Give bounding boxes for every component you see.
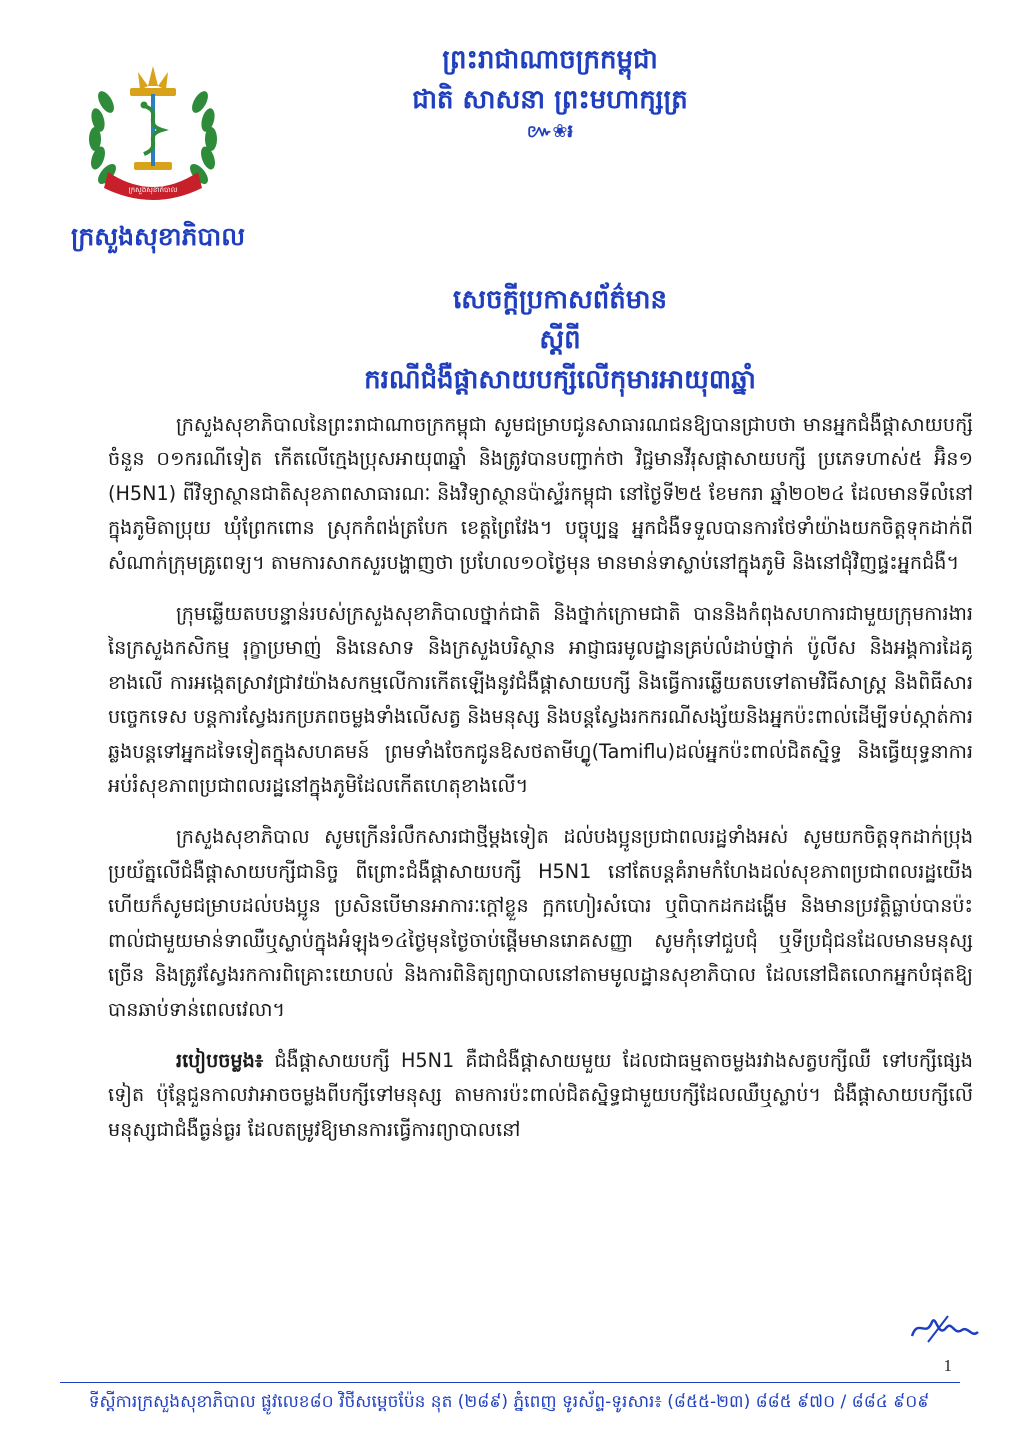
paragraph-4-text: ជំងឺផ្តាសាយបក្សី H5N1 គឺជាជំងឺផ្តាសាយមួយ ដែលជាធម្មតាចម្លងរវាងសត្វបក្សីឈឺ ទៅបក្សីផ្សេងទៀត ប៉ុន្តែជួនកាលវាអាចចម្លងពីបក្សីទៅមនុស្ស តាមការប៉ះពាល់ជិតស្និទ្ធជាមួយបក្សីដែលឈឺឬស្លាប់។ ជំងឺផ្តាសាយបក្សីលើមនុស្សជាជំងឺធ្ងន់ធ្ងរ ដែលតម្រូវឱ្យមានការធ្វើការព្យាបាលនៅ [108, 1048, 973, 1141]
paragraph-4 [108, 1044, 973, 1147]
national-motto: ជាតិ សាសនា ព្រះមហាក្សត្រ [412, 85, 688, 115]
title-line-2: ស្តីពី [539, 325, 581, 355]
footer-divider [60, 1382, 960, 1383]
paragraph-3: ក្រសួងសុខាភិបាល សូមក្រើនរំលឹកសារជាថ្មីម្តងទៀត ដល់បងប្អូនប្រជាពលរដ្ឋទាំងអស់ សូមយកចិត្តទុកដាក់ប្រុងប្រយ័ត្នលើជំងឺផ្តាសាយបក្សីជានិច្ច ពីព្រោះជំងឺផ្តាសាយបក្សី H5N1 នៅតែបន្តគំរាមកំហែងដល់សុខភាពប្រជាពលរដ្ឋយើង ហើយក៏សូមជម្រាបដល់បងប្អូន ប្រសិនបើមានអាការៈក្តៅខ្លួន ក្អកហៀរសំបោរ ឬពិបាកដកដង្ហើម និងមានប្រវត្តិធ្លាប់បានប៉ះពាល់ជាមួយមាន់ទាឈឺឬស្លាប់ក្នុងអំឡុង១៤ថ្ងៃមុនថ្ងៃចាប់ផ្តើមមានរោគសញ្ញា សូមកុំទៅជួបជុំ ឬទីប្រជុំជនដែលមានមនុស្សច្រើន និងត្រូវស្វែងរកការពិគ្រោះយោបល់ និងការពិនិត្យព្យាបាលនៅតាមមូលដ្ឋានសុខាភិបាល ដែលនៅជិតលោកអ្នកបំផុតឱ្យបានឆាប់ទាន់ពេលវេលា។ [108, 825, 973, 1021]
title-line-3: ករណីជំងឺផ្តាសាយបក្សីលើកុមារអាយុ៣ឆ្នាំ [364, 365, 756, 395]
title-line-1: សេចក្តីប្រកាសព័ត៌មាន [452, 285, 668, 315]
ornament: ៚❀៛ [526, 121, 574, 142]
svg-text:ក្រសួងសុខាភិបាល: ក្រសួងសុខាភិបាល [128, 186, 178, 194]
paragraph-1: ក្រសួងសុខាភិបាលនៃព្រះរាជាណាចក្រកម្ពុជា សូមជម្រាបជូនសាធារណជនឱ្យបានជ្រាបថា មានអ្នកជំងឺផ្តាសាយបក្សី ចំនួន ០១ករណីទៀត កើតលើក្មេងប្រុសអាយុ៣ឆ្នាំ និងត្រូវបានបញ្ជាក់ថា វិជ្ជមានវីរុសផ្តាសាយបក្សី ប្រភេទហាស់៥ អ៊ិន១ (H5N1) ពីវិទ្យាស្ថានជាតិសុខភាពសាធារណៈ និងវិទ្យាស្ថានប៉ាស្ទ័រកម្ពុជា នៅថ្ងៃទី២៥ ខែមករា ឆ្នាំ២០២៤ ដែលមានទីលំនៅក្នុងភូមិតាប្រុយ ឃុំព្រែកពោន ស្រុកកំពង់ត្របែក ខេត្តព្រៃវែង។ បច្ចុប្បន្ន អ្នកជំងឺទទួលបានការថែទាំយ៉ាងយកចិត្តទុកដាក់ពីសំណាក់ក្រុមគ្រូពេទ្យ។ តាមការសាកសួរបង្ហាញថា ប្រហែល១០ថ្ងៃមុន មានមាន់ទាស្លាប់នៅក្នុងភូមិ និងនៅជុំវិញផ្ទះអ្នកជំងឺ។ [108, 413, 973, 574]
page-number: 1 [943, 1356, 952, 1375]
kingdom-motto [360, 40, 740, 144]
ministry-name: ក្រសួងសុខាភិបាល [70, 222, 246, 251]
document-body [108, 408, 973, 1164]
paragraph-2: ក្រុមឆ្លើយតបបន្ទាន់របស់ក្រសួងសុខាភិបាលថ្នាក់ជាតិ និងថ្នាក់ក្រោមជាតិ បាននិងកំពុងសហការជាមួយក្រុមការងារនៃក្រសួងកសិកម្ម រុក្ខាប្រមាញ់ និងនេសាទ និងក្រសួងបរិស្ថាន អាជ្ញាធរមូលដ្ឋានគ្រប់លំដាប់ថ្នាក់ ប៉ូលីស និងអង្គការដៃគូខាងលើ ការអង្កេតស្រាវជ្រាវយ៉ាងសកម្មលើការកើតឡើងនូវជំងឺផ្តាសាយបក្សី និងធ្វើការឆ្លើយតបទៅតាមវិធីសាស្ត្រ និងពិធីសារបច្ចេកទេស បន្តការស្វែងរកប្រភពចម្លងទាំងលើសត្វ និងមនុស្ស និងបន្តស្វែងរកករណីសង្ស័យនិងអ្នកប៉ះពាល់ដើម្បីទប់ស្កាត់ការឆ្លងបន្តទៅអ្នកដទៃទៀតក្នុងសហគមន៍ ព្រមទាំងចែកជូនឱសថតាមីហ្វ្លូ(Tamiflu)ដល់អ្នកប៉ះពាល់ជិតស្និទ្ធ និងធ្វើយុទ្ធនាការអប់រំសុខភាពប្រជាពលរដ្ឋនៅក្នុងភូមិដែលកើតហេតុខាងលើ។ [108, 602, 973, 798]
paragraph-4-lead: របៀបចម្លង៖ [176, 1048, 264, 1072]
kingdom-name: ព្រះរាជាណាចក្រកម្ពុជា [442, 45, 658, 75]
ministry-logo-icon [78, 62, 228, 212]
footer-address: ទីស្តីការក្រសួងសុខាភិបាល ផ្លូវលេខ៨០ វិថីសម្តេចប៉ែន នុត (២៨៩) ភ្នំពេញ ទូរស័ព្ទ-ទូរសារ៖ (៨៥៥-២៣) ៨៨៥ ៩៧០ / ៨៨៤ ៩០៩ [88, 1392, 930, 1412]
initials-signature [908, 1308, 980, 1348]
document-title [200, 280, 920, 400]
